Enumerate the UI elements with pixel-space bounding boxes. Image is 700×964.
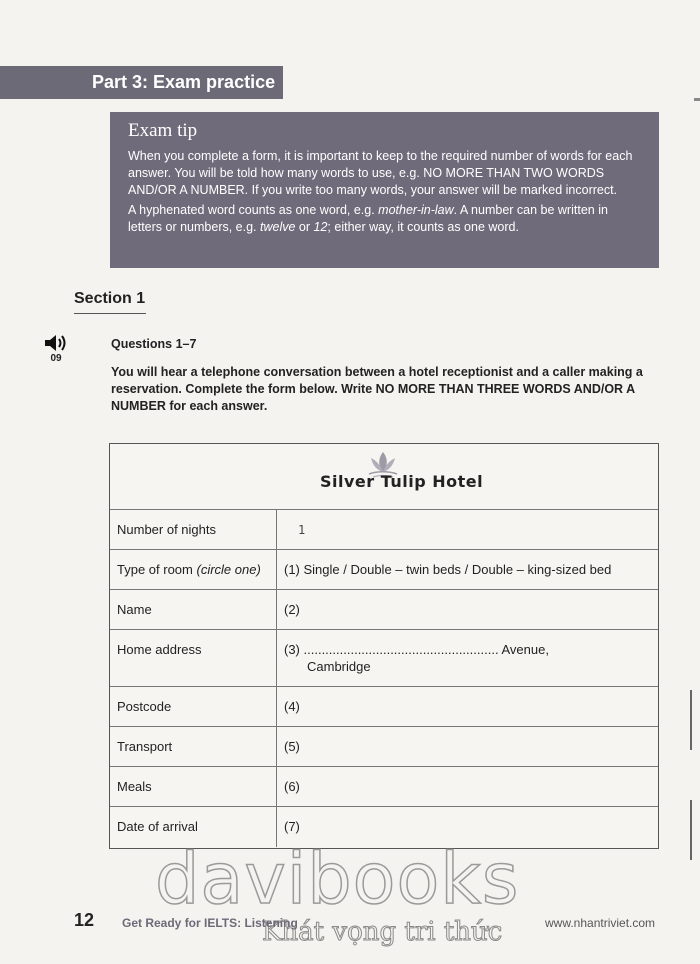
part-title: Part 3: Exam practice <box>92 72 276 92</box>
form-label: Transport <box>110 727 277 766</box>
edge-mark <box>694 98 700 101</box>
tip-example-word: twelve <box>260 220 296 234</box>
form-row <box>110 590 658 630</box>
exam-tip-paragraph-2 <box>128 202 641 236</box>
form-value[interactable]: (5) <box>284 739 300 754</box>
questions-heading: Questions 1–7 <box>111 337 197 351</box>
form-row <box>110 510 658 550</box>
edge-mark <box>690 690 692 750</box>
form-row <box>110 550 658 590</box>
audio-track-number: 09 <box>50 353 62 364</box>
form-label: Postcode <box>110 687 277 726</box>
address-text: Avenue, <box>498 642 549 657</box>
section-title: Section 1 <box>74 290 146 314</box>
form-value[interactable] <box>277 630 658 686</box>
tip-text: ; either way, it counts as one word. <box>327 220 519 234</box>
form-header <box>110 444 658 510</box>
booking-form <box>109 443 659 849</box>
watermark-slogan: Khát vọng tri thức <box>262 917 503 947</box>
footer-book-title: Get Ready for IELTS: Listening <box>122 916 298 930</box>
tip-example-word: mother-in-law <box>378 203 454 217</box>
form-value <box>277 510 658 549</box>
edge-mark <box>690 800 692 860</box>
tip-text: A hyphenated word counts as one word, e.g. <box>128 203 379 217</box>
answer-blank: ...................................................... <box>303 642 499 657</box>
audio-track-marker[interactable] <box>42 334 70 364</box>
hotel-name: Silver Tulip Hotel <box>320 472 484 491</box>
exam-tip-paragraph-1: When you complete a form, it is important to keep to the required number of words for each answer. You will be told how many words to use, e.g. NO MORE THAN TWO WORDS AND/OR A NUMBER. If you write too many words, your answer will be marked incorrect. <box>128 149 633 197</box>
question-number: (3) <box>284 642 300 657</box>
form-label: Name <box>110 590 277 629</box>
tip-text: or <box>295 220 314 234</box>
page-number: 12 <box>74 910 95 930</box>
form-label: Home address <box>110 630 277 686</box>
form-row <box>110 687 658 727</box>
handwritten-answer: 1 <box>298 523 306 537</box>
exam-tip-box <box>110 112 659 268</box>
form-value[interactable]: (4) <box>284 699 300 714</box>
watermark-logo: davibooks <box>155 838 520 920</box>
form-row <box>110 767 658 807</box>
address-line-2: Cambridge <box>307 659 371 674</box>
exam-tip-title: Exam tip <box>128 120 198 141</box>
form-row <box>110 630 658 687</box>
footer-url[interactable]: www.nhantriviet.com <box>545 916 656 930</box>
form-label: Number of nights <box>110 510 277 549</box>
form-label: Meals <box>110 767 277 806</box>
form-value[interactable]: (7) <box>284 819 300 834</box>
form-value[interactable]: (1) Single / Double – twin beds / Double – king-sized bed <box>284 562 612 577</box>
form-row <box>110 727 658 767</box>
instructions: You will hear a telephone conversation between a hotel receptionist and a caller making a reservation. Complete the form below. Write NO MORE THAN THREE WORDS AND/OR A NUMBER for each answer. <box>111 365 643 413</box>
form-label: Date of arrival <box>110 807 277 847</box>
speaker-icon <box>43 334 69 352</box>
part-title-banner <box>0 66 283 99</box>
tip-example-number: 12 <box>313 220 328 234</box>
form-label-text: Type of room <box>117 562 193 577</box>
form-label-note: (circle one) <box>196 562 261 577</box>
form-value[interactable]: (6) <box>284 779 300 794</box>
form-label <box>110 550 277 589</box>
tip-text: . A number can be written in letters or numbers, e.g. <box>128 203 608 234</box>
form-value[interactable]: (2) <box>284 602 300 617</box>
